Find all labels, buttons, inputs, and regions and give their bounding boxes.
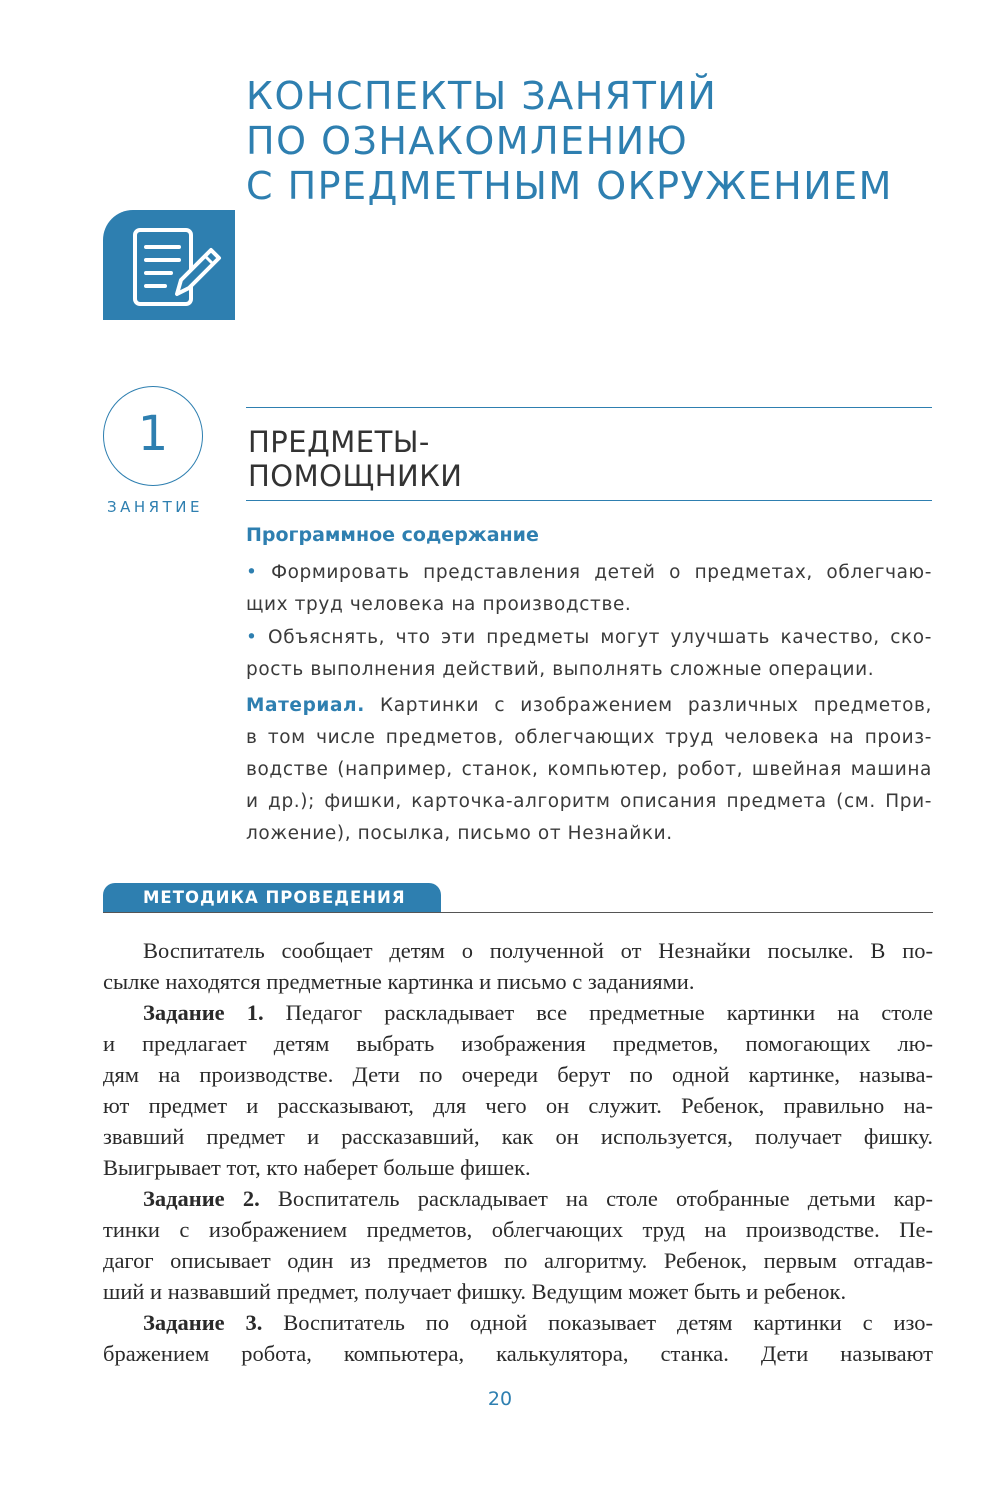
lesson-label: ЗАНЯТИЕ — [107, 498, 203, 516]
lesson-title-line: ПРЕДМЕТЫ- — [248, 425, 430, 459]
title-rule-bottom — [246, 500, 932, 501]
bullet-line: рость выполнения действий, выполнять сложные операции. — [246, 659, 875, 680]
bullet-dot-icon: • — [246, 627, 258, 648]
chapter-title — [246, 74, 946, 209]
body-line: звавший предмет и рассказавший, как он используется, получает фишку. — [103, 1124, 933, 1149]
body-line: дям на производстве. Дети по очереди берут по одной картинке, называ- — [103, 1062, 933, 1087]
body-line: сылке находятся предметные картинка и письмо с заданиями. — [103, 969, 695, 994]
chapter-title-line: ПО ОЗНАКОМЛЕНИЮ — [246, 119, 689, 163]
material-line: в том числе предметов, облегчающих труд человека на произ- — [246, 727, 932, 748]
material-label: Материал. — [246, 695, 365, 716]
body-line: ший и назвавший предмет, получает фишку. Ведущим может быть и ребенок. — [103, 1279, 847, 1304]
task-line — [103, 1183, 933, 1214]
task-text: Воспитатель раскладывает на столе отобранные детьми кар- — [277, 1186, 933, 1211]
task-label: Задание 3. — [143, 1310, 263, 1335]
program-bullet — [246, 622, 932, 686]
bullet-line: щих труд человека на производстве. — [246, 594, 632, 615]
body-line: бражением робота, компьютера, калькулятора, станка. Дети называют — [103, 1341, 933, 1366]
methodology-heading: МЕТОДИКА ПРОВЕДЕНИЯ — [143, 888, 406, 907]
bullet-text: Объяснять, что эти предметы могут улучшать качество, ско- — [268, 627, 932, 648]
task-line — [103, 997, 933, 1028]
bullet-dot-icon: • — [246, 562, 258, 583]
material-line: водстве (например, станок, компьютер, робот, швейная машина — [246, 759, 932, 780]
chapter-icon-box — [103, 210, 235, 320]
body-line: ют предмет и рассказывают, для чего он служит. Ребенок, правильно на- — [103, 1093, 933, 1118]
lesson-title — [248, 425, 462, 493]
chapter-title-line: КОНСПЕКТЫ ЗАНЯТИЙ — [246, 74, 718, 118]
lesson-title-line: ПОМОЩНИКИ — [248, 459, 463, 493]
material-line: ложение), посылка, письмо от Незнайки. — [246, 823, 673, 844]
program-heading: Программное содержание — [246, 524, 539, 546]
methodology-body — [103, 935, 933, 1369]
title-rule-top — [246, 407, 932, 408]
page-number: 20 — [487, 1388, 513, 1410]
task-text: Воспитатель по одной показывает детям картинки с изо- — [283, 1310, 933, 1335]
bullet-text: Формировать представления детей о предметах, облегчаю- — [271, 562, 932, 583]
body-line: тинки с изображением предметов, облегчающих труд на производстве. Пе- — [103, 1217, 933, 1242]
program-bullet — [246, 557, 932, 621]
task-label: Задание 2. — [143, 1186, 260, 1211]
material-paragraph — [246, 690, 932, 850]
task-label: Задание 1. — [143, 1000, 264, 1025]
body-line: и предлагает детям выбрать изображения предметов, помогающих лю- — [103, 1031, 933, 1056]
body-line: Выигрывает тот, кто наберет больше фишек. — [103, 1155, 531, 1180]
bullet-line — [246, 622, 932, 654]
body-line: дагог описывает один из предметов по алгоритму. Ребенок, первым отгадав- — [103, 1248, 933, 1273]
task-line — [103, 1307, 933, 1338]
material-line: и др.); фишки, карточка-алгоритм описания предмета (см. При- — [246, 791, 932, 812]
chapter-title-line: С ПРЕДМЕТНЫМ ОКРУЖЕНИЕМ — [246, 164, 893, 208]
body-line: Воспитатель сообщает детям о полученной от Незнайки посылке. В по- — [143, 938, 933, 963]
material-text: Картинки с изображением различных предметов, — [380, 695, 932, 716]
lesson-number: 1 — [103, 386, 203, 486]
task-text: Педагог раскладывает все предметные картинки на столе — [285, 1000, 933, 1025]
material-line — [246, 690, 932, 722]
bullet-line — [246, 557, 932, 589]
methodology-rule — [103, 912, 933, 913]
notepad-pen-icon — [103, 210, 235, 320]
